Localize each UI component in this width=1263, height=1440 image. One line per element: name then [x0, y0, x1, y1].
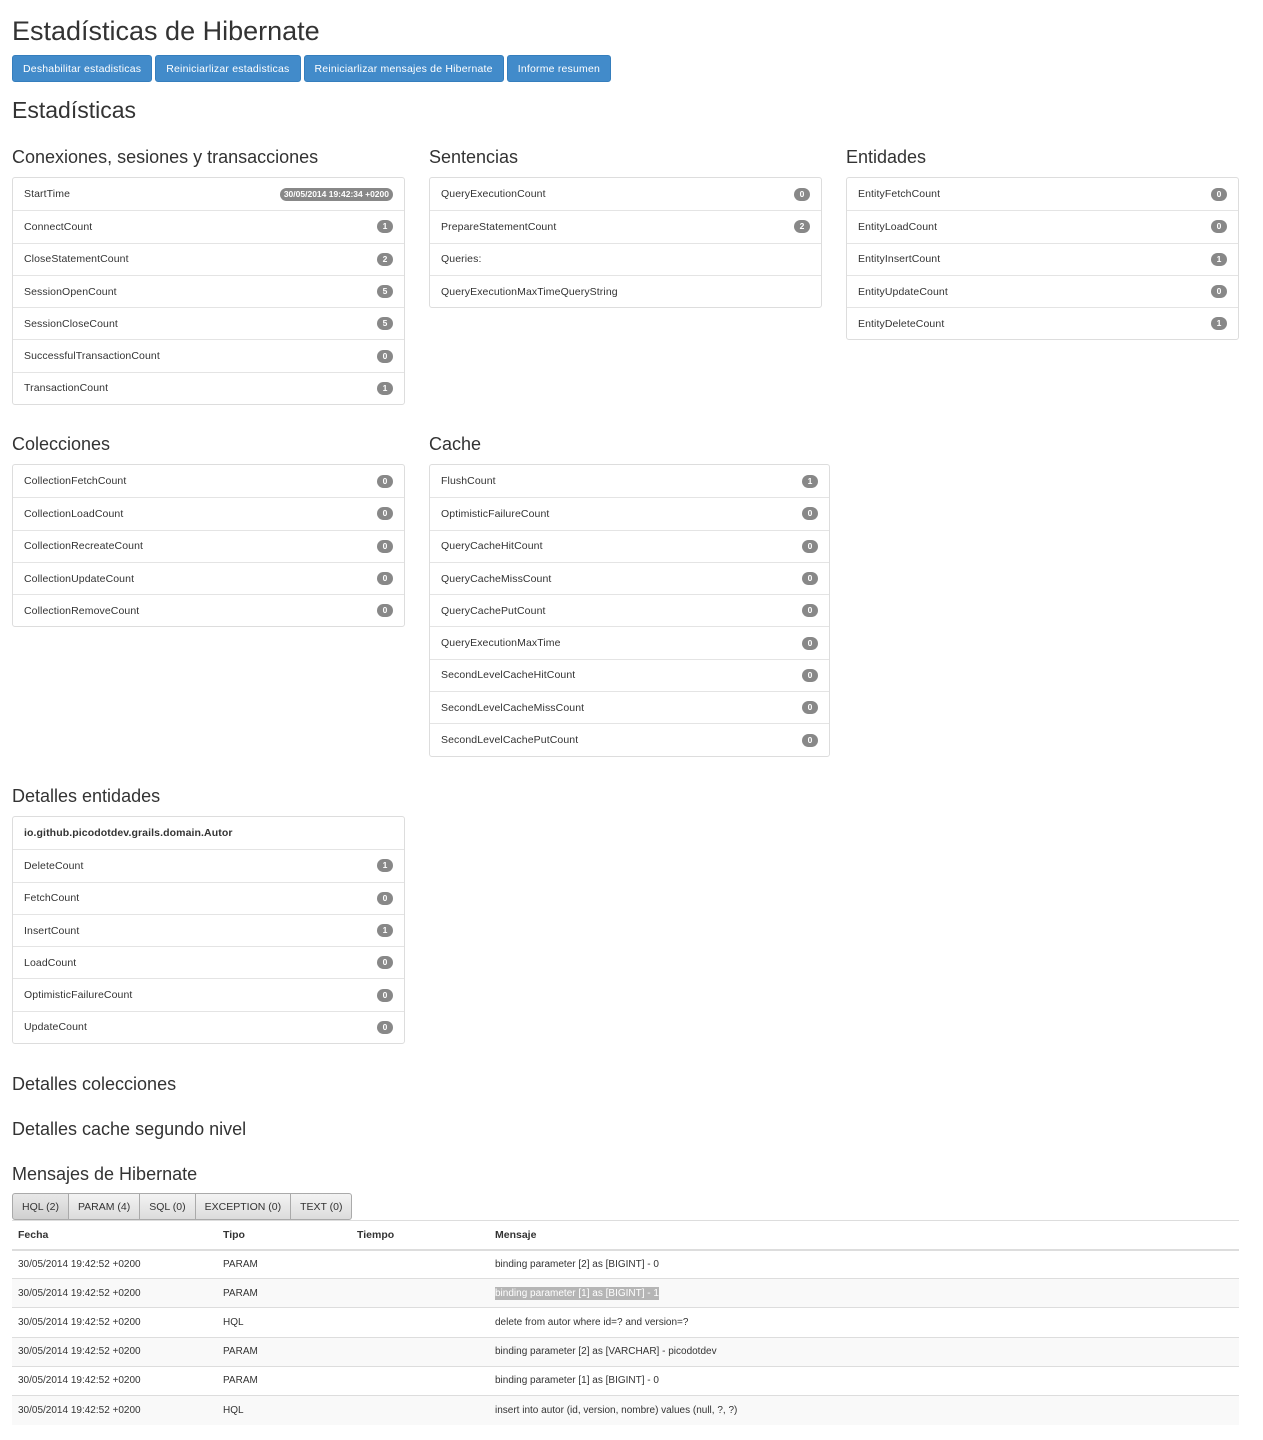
table-row: [12, 1250, 1239, 1279]
count-badge: 1: [377, 382, 393, 395]
count-badge: 5: [377, 285, 393, 298]
statements-list: [429, 177, 822, 308]
count-badge: 0: [377, 892, 393, 905]
cell-tipo: PARAM: [217, 1250, 351, 1279]
list-item: CollectionLoadCount 0: [13, 497, 404, 529]
cell-tiempo: [351, 1279, 489, 1308]
count-badge: 1: [377, 924, 393, 937]
list-item: QueryCachePutCount 0: [430, 594, 829, 626]
count-badge: 0: [1211, 220, 1227, 233]
list-item: QueryExecutionMaxTime 0: [430, 626, 829, 658]
cell-fecha: 30/05/2014 19:42:52 +0200: [12, 1337, 217, 1366]
disable-stats-button[interactable]: Deshabilitar estadisticas: [12, 55, 152, 82]
count-badge: 1: [802, 475, 818, 488]
collections-list: [12, 464, 405, 627]
cache-list: [429, 464, 830, 757]
count-badge: 0: [794, 188, 810, 201]
reset-messages-button[interactable]: Reiniciarlizar mensajes de Hibernate: [304, 55, 504, 82]
list-item: EntityDeleteCount 1: [847, 307, 1238, 339]
cell-fecha: 30/05/2014 19:42:52 +0200: [12, 1279, 217, 1308]
list-item: SecondLevelCacheMissCount 0: [430, 691, 829, 723]
count-badge: 1: [377, 220, 393, 233]
list-item: CollectionFetchCount 0: [13, 465, 404, 497]
list-item: SecondLevelCachePutCount 0: [430, 723, 829, 755]
column-header-tiempo: Tiempo: [351, 1221, 489, 1250]
count-badge: 0: [802, 734, 818, 747]
count-badge: 0: [377, 540, 393, 553]
count-badge: 0: [377, 475, 393, 488]
collections-panel: [12, 433, 405, 627]
cell-tipo: HQL: [217, 1308, 351, 1337]
list-item: OptimisticFailureCount 0: [13, 978, 404, 1010]
tab-sql[interactable]: SQL (0): [139, 1193, 195, 1220]
cell-mensaje: binding parameter [2] as [VARCHAR] - picodotdev: [489, 1337, 1239, 1366]
list-item: EntityUpdateCount 0: [847, 275, 1238, 307]
connections-title: Conexiones, sesiones y transacciones: [12, 147, 319, 167]
list-item: SecondLevelCacheHitCount 0: [430, 659, 829, 691]
cell-tiempo: [351, 1250, 489, 1279]
tab-exception[interactable]: EXCEPTION (0): [195, 1193, 291, 1220]
statements-title: Sentencias: [429, 147, 519, 167]
count-badge: 0: [1211, 285, 1227, 298]
cell-tipo: PARAM: [217, 1366, 351, 1395]
entities-title: Entidades: [846, 147, 927, 167]
count-badge: 0: [1211, 188, 1227, 201]
count-badge: 0: [802, 701, 818, 714]
cell-mensaje: binding parameter [2] as [BIGINT] - 0: [489, 1250, 1239, 1279]
count-badge: 1: [1211, 253, 1227, 266]
cell-mensaje: [489, 1279, 1239, 1308]
entities-list: [846, 177, 1239, 340]
list-item: StartTime 30/05/2014 19:42:34 +0200: [13, 178, 404, 210]
cache-details-title: Detalles cache segundo nivel: [12, 1119, 247, 1139]
cell-mensaje: insert into autor (id, version, nombre) values (null, ?, ?): [489, 1395, 1239, 1424]
cache-title: Cache: [429, 434, 482, 454]
count-badge: 0: [802, 572, 818, 585]
cell-tiempo: [351, 1337, 489, 1366]
count-badge: 0: [377, 572, 393, 585]
tab-hql[interactable]: HQL (2): [12, 1193, 69, 1220]
count-badge: 1: [377, 859, 393, 872]
count-badge: 0: [377, 604, 393, 617]
cell-tipo: PARAM: [217, 1279, 351, 1308]
cell-mensaje: binding parameter [1] as [BIGINT] - 0: [489, 1366, 1239, 1395]
page-title: Estadísticas de Hibernate: [12, 16, 320, 46]
count-badge: 2: [377, 253, 393, 266]
list-item: EntityLoadCount 0: [847, 210, 1238, 242]
list-item: CollectionRemoveCount 0: [13, 594, 404, 626]
column-header-mensaje: Mensaje: [489, 1221, 1239, 1250]
list-item: DeleteCount 1: [13, 849, 404, 881]
table-row: [12, 1279, 1239, 1308]
entities-panel: [846, 146, 1239, 340]
statements-panel: [429, 146, 822, 308]
count-badge: 0: [377, 1021, 393, 1034]
list-item: SuccessfulTransactionCount 0: [13, 339, 404, 371]
table-row: [12, 1366, 1239, 1395]
list-item: CollectionUpdateCount 0: [13, 562, 404, 594]
list-item: OptimisticFailureCount 0: [430, 497, 829, 529]
entity-details-list: [12, 816, 405, 1044]
count-badge: 0: [377, 956, 393, 969]
cell-tiempo: [351, 1395, 489, 1424]
selected-text: binding parameter [1] as [BIGINT] - 1: [495, 1287, 659, 1299]
table-row: [12, 1337, 1239, 1366]
table-row: [12, 1395, 1239, 1424]
reset-stats-button[interactable]: Reiniciarlizar estadisticas: [155, 55, 300, 82]
collections-title: Colecciones: [12, 434, 111, 454]
list-item: InsertCount 1: [13, 914, 404, 946]
column-header-tipo: Tipo: [217, 1221, 351, 1250]
toolbar: [12, 55, 611, 82]
count-badge: 2: [794, 220, 810, 233]
messages-table: [12, 1220, 1239, 1425]
count-badge: 0: [802, 669, 818, 682]
tab-param[interactable]: PARAM (4): [68, 1193, 140, 1220]
list-item: UpdateCount 0: [13, 1011, 404, 1043]
count-badge: 0: [802, 604, 818, 617]
cell-fecha: 30/05/2014 19:42:52 +0200: [12, 1395, 217, 1424]
table-header-row: [12, 1221, 1239, 1250]
tab-text[interactable]: TEXT (0): [290, 1193, 352, 1220]
cell-tipo: HQL: [217, 1395, 351, 1424]
list-item: EntityFetchCount 0: [847, 178, 1238, 210]
column-header-fecha: Fecha: [12, 1221, 217, 1250]
cell-fecha: 30/05/2014 19:42:52 +0200: [12, 1366, 217, 1395]
cell-mensaje: delete from autor where id=? and version=?: [489, 1308, 1239, 1337]
count-badge: 30/05/2014 19:42:34 +0200: [280, 188, 393, 201]
list-item: FlushCount 1: [430, 465, 829, 497]
list-item: CollectionRecreateCount 0: [13, 530, 404, 562]
entity-details-title: Detalles entidades: [12, 786, 161, 806]
list-item: LoadCount 0: [13, 946, 404, 978]
count-badge: 0: [802, 540, 818, 553]
summary-report-button[interactable]: Informe resumen: [507, 55, 611, 82]
list-item: QueryCacheHitCount 0: [430, 530, 829, 562]
messages-title: Mensajes de Hibernate: [12, 1164, 198, 1184]
count-badge: 5: [377, 317, 393, 330]
stats-heading: Estadísticas: [12, 97, 136, 123]
cell-tipo: PARAM: [217, 1337, 351, 1366]
count-badge: 0: [377, 507, 393, 520]
cell-tiempo: [351, 1308, 489, 1337]
connections-panel: [12, 146, 405, 405]
list-item: SessionOpenCount 5: [13, 275, 404, 307]
entity-name-row: io.github.picodotdev.grails.domain.Autor: [24, 827, 233, 840]
list-item: TransactionCount 1: [13, 372, 404, 404]
entity-details-panel: [12, 785, 405, 1044]
connections-list: [12, 177, 405, 405]
list-item: EntityInsertCount 1: [847, 243, 1238, 275]
list-item: SessionCloseCount 5: [13, 307, 404, 339]
cell-tiempo: [351, 1366, 489, 1395]
count-badge: 0: [377, 989, 393, 1002]
list-item: QueryCacheMissCount 0: [430, 562, 829, 594]
list-item: QueryExecutionCount 0: [430, 178, 821, 210]
message-type-tabs: [12, 1193, 351, 1220]
count-badge: 1: [1211, 317, 1227, 330]
table-row: [12, 1308, 1239, 1337]
cell-fecha: 30/05/2014 19:42:52 +0200: [12, 1308, 217, 1337]
count-badge: 0: [802, 637, 818, 650]
cell-fecha: 30/05/2014 19:42:52 +0200: [12, 1250, 217, 1279]
cache-panel: [429, 433, 830, 757]
list-item: CloseStatementCount 2: [13, 243, 404, 275]
list-item: QueryExecutionMaxTimeQueryString: [430, 275, 821, 307]
count-badge: 0: [377, 350, 393, 363]
count-badge: 0: [802, 507, 818, 520]
list-item: PrepareStatementCount 2: [430, 210, 821, 242]
list-item: Queries:: [430, 243, 821, 275]
collection-details-title: Detalles colecciones: [12, 1074, 177, 1094]
list-item: ConnectCount 1: [13, 210, 404, 242]
list-item: FetchCount 0: [13, 882, 404, 914]
